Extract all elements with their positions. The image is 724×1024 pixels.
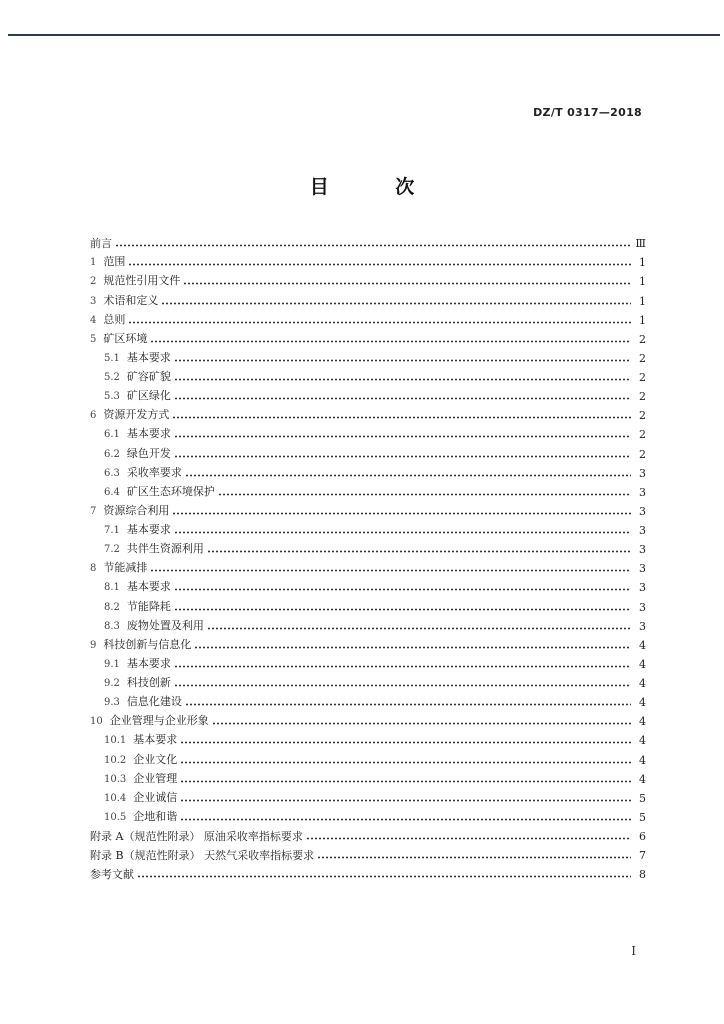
toc-entry[interactable] <box>90 346 646 365</box>
toc-entry-label <box>90 868 134 881</box>
toc-entry-label <box>104 447 171 461</box>
toc-leader-dots <box>180 761 631 764</box>
toc-entry[interactable] <box>90 614 646 633</box>
toc-entry-number: 8.2 <box>104 601 120 613</box>
toc-entry[interactable] <box>90 250 646 269</box>
toc-entry-text: 矿区绿化 <box>126 389 171 403</box>
toc-entry-page: 3 <box>639 581 646 595</box>
toc-entry-text: 企地和谐 <box>133 809 178 823</box>
toc-entry-label <box>104 427 171 441</box>
toc-entry[interactable] <box>90 690 646 709</box>
toc-entry-page: 3 <box>639 562 646 576</box>
toc-entry-page: 7 <box>639 849 646 863</box>
toc-leader-dots <box>172 416 631 419</box>
toc-entry-page: 3 <box>639 485 646 499</box>
toc-entry-text: 共伴生资源利用 <box>126 542 204 556</box>
toc-entry-page: 3 <box>639 543 646 557</box>
toc-entry-page: 4 <box>639 715 646 729</box>
toc-entry-number: 10.2 <box>104 754 127 766</box>
page-number: I <box>631 944 636 958</box>
toc-entry[interactable] <box>90 480 646 499</box>
toc-entry-text: 采收率要求 <box>126 465 182 479</box>
toc-entry-text: 节能降耗 <box>126 599 171 613</box>
toc-entry-text: 附录 A（规范性附录） 原油采收率指标要求 <box>90 830 303 843</box>
toc-entry-page: 2 <box>639 428 646 442</box>
toc-entry-text: 基本要求 <box>126 350 171 364</box>
toc-entry-number: 8.1 <box>104 582 120 594</box>
toc-entry-label <box>104 466 182 480</box>
toc-entry[interactable] <box>90 843 646 862</box>
toc-entry-number: 9.1 <box>104 658 120 670</box>
toc-entry-label <box>104 772 177 786</box>
toc-entry-label <box>104 600 171 614</box>
toc-leader-dots <box>174 455 631 458</box>
toc-entry-number: 8 <box>90 563 97 575</box>
toc-entry-number: 9.3 <box>104 697 120 709</box>
toc-entry[interactable] <box>90 824 646 843</box>
toc-entry-label <box>104 791 177 805</box>
toc-entry-label <box>90 504 169 518</box>
toc-leader-dots <box>174 397 631 400</box>
toc-leader-dots <box>185 703 631 706</box>
toc-leader-dots <box>174 684 631 687</box>
toc-entry-number: 10.4 <box>104 792 127 804</box>
toc-leader-dots <box>306 837 631 840</box>
toc-entry[interactable] <box>90 384 646 403</box>
toc-leader-dots <box>207 627 631 630</box>
toc-entry-page: 1 <box>639 313 646 327</box>
toc-entry[interactable] <box>90 269 646 288</box>
toc-leader-dots <box>172 512 631 515</box>
toc-entry-number: 5.1 <box>104 352 120 364</box>
toc-entry-page: 3 <box>639 504 646 518</box>
top-rule <box>8 34 720 36</box>
toc-leader-dots <box>128 321 631 324</box>
toc-entry-number: 6 <box>90 410 97 422</box>
toc-entry-text: 信息化建设 <box>126 695 182 709</box>
toc-entry-label <box>104 810 177 824</box>
toc-entry[interactable] <box>90 633 646 652</box>
toc-entry-label <box>90 830 303 843</box>
toc-entry-page: 1 <box>639 256 646 270</box>
toc-entry[interactable] <box>90 671 646 690</box>
toc-entry-number: 7 <box>90 505 97 517</box>
toc-entry[interactable] <box>90 786 646 805</box>
toc-entry-page: 5 <box>639 810 646 824</box>
toc-entry-page: 4 <box>639 734 646 748</box>
toc-entry-page: 2 <box>639 332 646 346</box>
toc-entry-label <box>90 408 169 422</box>
toc-entry-number: 10.3 <box>104 773 127 785</box>
toc-entry-label <box>90 237 112 250</box>
toc-leader-dots <box>174 665 631 668</box>
toc-entry-number: 10 <box>90 716 103 728</box>
toc-entry-page: 5 <box>639 791 646 805</box>
toc-entry[interactable] <box>90 422 646 441</box>
toc-leader-dots <box>218 493 631 496</box>
toc-entry-page: 4 <box>639 657 646 671</box>
toc-leader-dots <box>317 856 631 859</box>
toc-entry-page: 3 <box>639 619 646 633</box>
toc-entry-page: 6 <box>639 830 646 843</box>
toc-entry-page: Ⅲ <box>635 237 646 251</box>
toc-entry-text: 企业管理 <box>133 771 178 785</box>
toc-entry-label <box>90 274 180 288</box>
toc-entry-page: 4 <box>639 772 646 786</box>
toc-entry[interactable] <box>90 441 646 460</box>
toc-entry-label <box>90 313 125 327</box>
toc-entry-page: 4 <box>639 638 646 652</box>
toc-entry-number: 9 <box>90 639 97 651</box>
toc-entry-text: 科技创新与信息化 <box>103 637 192 651</box>
toc-entry-number: 6.4 <box>104 486 120 498</box>
standard-code: DZ/T 0317—2018 <box>533 106 642 119</box>
toc-leader-dots <box>174 588 631 591</box>
toc-entry-number: 5.3 <box>104 391 120 403</box>
toc-leader-dots <box>128 263 631 266</box>
toc-entry-page: 2 <box>639 447 646 461</box>
toc-entry-page: 4 <box>639 696 646 710</box>
toc-entry-page: 2 <box>639 371 646 384</box>
toc-entry-text: 科技创新 <box>126 676 171 689</box>
toc-leader-dots <box>115 244 631 247</box>
toc-entry-text: 企业文化 <box>133 752 178 766</box>
toc-entry-text: 前言 <box>90 237 112 251</box>
toc-entry-text: 基本要求 <box>126 427 171 441</box>
toc-entry-label <box>104 389 171 403</box>
toc-entry-text: 范围 <box>103 255 126 269</box>
toc-leader-dots <box>185 474 631 477</box>
toc-leader-dots <box>150 340 631 343</box>
toc-leader-dots <box>174 378 631 381</box>
toc-entry-page: 2 <box>639 390 646 404</box>
toc-entry[interactable] <box>90 728 646 747</box>
toc-leader-dots <box>180 799 631 802</box>
toc-entry-number: 9.2 <box>104 678 120 689</box>
toc-entry-label <box>104 676 171 690</box>
toc-entry[interactable] <box>90 594 646 613</box>
toc-entry-text: 绿色开发 <box>126 446 171 460</box>
toc-entry-number: 2 <box>90 276 97 288</box>
toc-entry-text: 附录 B（规范性附录） 天然气采收率指标要求 <box>90 849 315 863</box>
toc-entry[interactable] <box>90 537 646 556</box>
toc-entry-label <box>90 294 158 308</box>
toc-entry-label <box>90 561 147 575</box>
toc-entry-text: 规范性引用文件 <box>103 274 181 288</box>
toc-entry[interactable] <box>90 518 646 537</box>
toc-entry-text: 基本要求 <box>126 656 171 670</box>
toc-entry-number: 5 <box>90 333 97 345</box>
toc-entry-page: 3 <box>639 524 646 537</box>
toc-entry-page: 2 <box>639 409 646 423</box>
toc-entry[interactable] <box>90 365 646 384</box>
toc-entry[interactable] <box>90 652 646 671</box>
toc-leader-dots <box>150 569 631 572</box>
toc-entry-text: 资源综合利用 <box>103 503 170 517</box>
toc-entry-label <box>104 370 171 384</box>
toc-entry-text: 企业诚信 <box>133 790 178 804</box>
toc-entry[interactable] <box>90 308 646 327</box>
toc-entry[interactable] <box>90 231 646 250</box>
toc-entry-number: 4 <box>90 314 97 326</box>
toc-entry-text: 企业管理与企业形象 <box>109 714 209 728</box>
toc-entry[interactable] <box>90 862 646 881</box>
toc-entry-text: 废物处置及利用 <box>126 618 204 632</box>
toc-entry-text: 节能减排 <box>103 561 148 575</box>
toc-entry-text: 矿区环境 <box>103 331 148 345</box>
toc-leader-dots <box>183 282 631 285</box>
toc-entry[interactable] <box>90 461 646 480</box>
toc-leader-dots <box>180 741 631 744</box>
toc-leader-dots <box>174 608 631 611</box>
toc-entry-number: 3 <box>90 295 97 307</box>
toc-leader-dots <box>212 722 631 725</box>
toc-entry-label <box>104 619 204 633</box>
toc-entry-number: 10.1 <box>104 735 127 747</box>
toc-entry-page: 1 <box>639 275 646 289</box>
toc-entry-page: 4 <box>639 753 646 767</box>
toc-entry-text: 术语和定义 <box>103 293 159 307</box>
toc-entry-number: 7.2 <box>104 544 120 556</box>
toc-entry-page: 8 <box>639 868 646 882</box>
toc-entry-number: 10.5 <box>104 811 127 823</box>
toc-leader-dots <box>161 302 631 305</box>
toc-entry-label <box>104 351 171 365</box>
toc-entry-label <box>90 714 209 728</box>
toc-leader-dots <box>174 435 631 438</box>
toc-leader-dots <box>194 646 631 649</box>
toc-entry[interactable] <box>90 767 646 786</box>
toc-entry[interactable] <box>90 403 646 422</box>
toc-entry-text: 基本要求 <box>133 733 178 747</box>
toc-leader-dots <box>174 359 631 362</box>
toc-entry-label <box>90 638 191 652</box>
toc-entry-label <box>104 733 177 747</box>
page-title: 目 次 <box>309 176 445 198</box>
toc-entry[interactable] <box>90 499 646 518</box>
toc-entry-label <box>104 753 177 767</box>
toc-entry-text: 矿容矿貌 <box>126 370 171 383</box>
toc-entry-number: 1 <box>90 257 97 269</box>
toc-entry-number: 5.2 <box>104 372 120 383</box>
toc-entry-label <box>104 542 204 556</box>
toc-leader-dots <box>207 550 631 553</box>
toc-entry-label <box>90 332 147 346</box>
toc-entry-page: 3 <box>639 466 646 480</box>
toc-entry-text: 总则 <box>103 312 126 326</box>
toc-entry-number: 6.2 <box>104 448 120 460</box>
toc-entry-label <box>104 695 182 709</box>
toc-leader-dots <box>180 818 631 821</box>
toc-entry[interactable] <box>90 805 646 824</box>
toc-leader-dots <box>137 875 631 878</box>
toc-entry-text: 基本要求 <box>126 580 171 594</box>
toc-entry-label <box>104 523 171 537</box>
toc-entry-number: 7.1 <box>104 525 120 536</box>
toc-entry-text: 资源开发方式 <box>103 408 170 422</box>
toc-entry-page: 3 <box>639 600 646 614</box>
toc-entry-page: 1 <box>639 294 646 308</box>
toc-entry-page: 2 <box>639 351 646 365</box>
toc-entry-label <box>104 580 171 594</box>
toc-entry-number: 6.3 <box>104 467 120 479</box>
toc-leader-dots <box>180 780 631 783</box>
toc-entry-label <box>104 657 171 671</box>
toc-entry[interactable] <box>90 709 646 728</box>
toc-entry-text: 矿区生态环境保护 <box>126 484 215 498</box>
toc-entry[interactable] <box>90 327 646 346</box>
toc-entry[interactable] <box>90 747 646 766</box>
toc-entry-text: 基本要求 <box>126 523 171 536</box>
table-of-contents <box>90 231 646 881</box>
toc-entry-label <box>90 849 314 862</box>
toc-entry-text: 参考文献 <box>90 868 134 882</box>
toc-entry[interactable] <box>90 556 646 575</box>
toc-entry-label <box>90 255 125 269</box>
toc-entry-number: 8.3 <box>104 620 120 632</box>
toc-entry-label <box>104 485 215 499</box>
toc-entry-page: 4 <box>639 677 646 690</box>
toc-entry[interactable] <box>90 288 646 307</box>
toc-leader-dots <box>174 531 631 534</box>
toc-entry[interactable] <box>90 575 646 594</box>
toc-entry-number: 6.1 <box>104 429 120 441</box>
